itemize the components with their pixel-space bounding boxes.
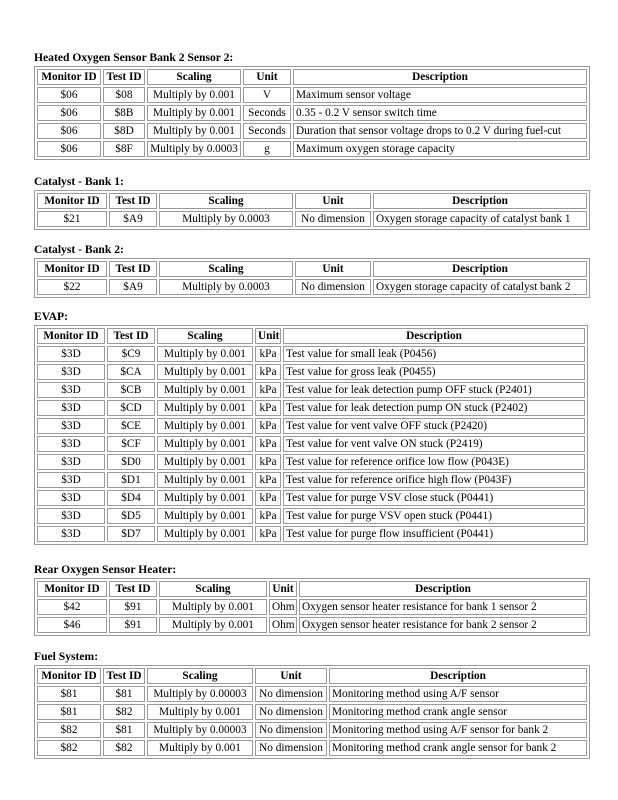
monitor-id-cell: $06: [37, 105, 101, 121]
unit-cell: kPa: [255, 418, 281, 434]
scaling-cell: Multiply by 0.001: [157, 490, 253, 506]
table-row: [37, 472, 585, 488]
monitor-id-cell: $82: [37, 722, 101, 738]
column-header: Unit: [295, 261, 371, 277]
test-id-cell: $CE: [107, 418, 155, 434]
description-cell: Monitoring method using A/F sensor for bank 2: [329, 722, 587, 738]
monitor-id-cell: $3D: [37, 508, 105, 524]
column-header: Monitor ID: [37, 261, 107, 277]
monitor-id-cell: $3D: [37, 436, 105, 452]
table-row: [37, 400, 585, 416]
unit-cell: kPa: [255, 382, 281, 398]
column-header: Test ID: [109, 581, 157, 597]
data-table: [34, 66, 590, 160]
table-row: [37, 123, 587, 139]
description-cell: Test value for purge VSV close stuck (P0441): [283, 490, 585, 506]
scaling-cell: Multiply by 0.001: [157, 472, 253, 488]
monitor-id-cell: $3D: [37, 418, 105, 434]
unit-cell: kPa: [255, 346, 281, 362]
scaling-cell: Multiply by 0.001: [147, 740, 253, 756]
test-id-cell: $8D: [103, 123, 145, 139]
description-cell: Monitoring method using A/F sensor: [329, 686, 587, 702]
unit-cell: kPa: [255, 436, 281, 452]
description-cell: Test value for purge VSV open stuck (P0441): [283, 508, 585, 524]
scaling-cell: Multiply by 0.001: [159, 599, 267, 615]
data-table: [34, 578, 590, 636]
column-header: Scaling: [159, 581, 267, 597]
data-table: [34, 665, 590, 759]
description-cell: Test value for small leak (P0456): [283, 346, 585, 362]
table-row: [37, 105, 587, 121]
monitor-id-cell: $3D: [37, 346, 105, 362]
scaling-cell: Multiply by 0.001: [157, 526, 253, 542]
description-cell: Monitoring method crank angle sensor for bank 2: [329, 740, 587, 756]
column-header: Monitor ID: [37, 581, 107, 597]
test-id-cell: $D4: [107, 490, 155, 506]
table-row: [37, 141, 587, 157]
scaling-cell: Multiply by 0.00003: [147, 722, 253, 738]
test-id-cell: $D7: [107, 526, 155, 542]
unit-cell: No dimension: [255, 686, 327, 702]
description-cell: Test value for reference orifice low flow (P043E): [283, 454, 585, 470]
description-cell: Oxygen storage capacity of catalyst bank 1: [373, 211, 587, 227]
table-row: [37, 382, 585, 398]
scaling-cell: Multiply by 0.001: [157, 436, 253, 452]
test-id-cell: $82: [103, 704, 145, 720]
table-section: [34, 175, 590, 230]
scaling-cell: Multiply by 0.001: [147, 87, 241, 103]
scaling-cell: Multiply by 0.001: [157, 346, 253, 362]
column-header: Description: [283, 328, 585, 344]
monitor-id-cell: $3D: [37, 400, 105, 416]
column-header: Description: [329, 668, 587, 684]
table-row: [37, 436, 585, 452]
description-cell: Maximum oxygen storage capacity: [293, 141, 587, 157]
column-header: Monitor ID: [37, 69, 101, 85]
monitor-id-cell: $82: [37, 740, 101, 756]
monitor-id-cell: $3D: [37, 382, 105, 398]
unit-cell: V: [243, 87, 291, 103]
scaling-cell: Multiply by 0.001: [157, 364, 253, 380]
scaling-cell: Multiply by 0.001: [147, 704, 253, 720]
unit-cell: kPa: [255, 454, 281, 470]
table-row: [37, 617, 587, 633]
monitor-id-cell: $21: [37, 211, 107, 227]
unit-cell: kPa: [255, 472, 281, 488]
column-header: Monitor ID: [37, 328, 105, 344]
description-cell: Monitoring method crank angle sensor: [329, 704, 587, 720]
scaling-cell: Multiply by 0.001: [147, 123, 241, 139]
test-id-cell: $8F: [103, 141, 145, 157]
scaling-cell: Multiply by 0.001: [157, 400, 253, 416]
table-section: [34, 51, 590, 160]
column-header: Unit: [255, 328, 281, 344]
scaling-cell: Multiply by 0.001: [157, 418, 253, 434]
description-cell: Oxygen sensor heater resistance for bank 2 sensor 2: [299, 617, 587, 633]
section-title: Catalyst - Bank 1:: [34, 175, 124, 188]
monitor-id-cell: $81: [37, 686, 101, 702]
column-header: Unit: [269, 581, 297, 597]
unit-cell: No dimension: [295, 279, 371, 295]
data-table: [34, 258, 590, 298]
unit-cell: No dimension: [255, 740, 327, 756]
test-id-cell: $81: [103, 686, 145, 702]
scaling-cell: Multiply by 0.00003: [147, 686, 253, 702]
unit-cell: kPa: [255, 364, 281, 380]
test-id-cell: $A9: [109, 279, 157, 295]
test-id-cell: $D5: [107, 508, 155, 524]
unit-cell: Ohm: [269, 617, 297, 633]
description-cell: Test value for purge flow insufficient (P0441): [283, 526, 585, 542]
table-row: [37, 454, 585, 470]
column-header: Unit: [295, 193, 371, 209]
unit-cell: No dimension: [255, 722, 327, 738]
column-header: Test ID: [103, 69, 145, 85]
description-cell: Test value for reference orifice high flow (P043F): [283, 472, 585, 488]
section-title: Heated Oxygen Sensor Bank 2 Sensor 2:: [34, 51, 234, 64]
monitor-id-cell: $3D: [37, 472, 105, 488]
column-header: Description: [293, 69, 587, 85]
header-row: [37, 328, 585, 344]
unit-cell: No dimension: [295, 211, 371, 227]
column-header: Scaling: [147, 668, 253, 684]
table-row: [37, 686, 587, 702]
description-cell: Oxygen sensor heater resistance for bank 1 sensor 2: [299, 599, 587, 615]
test-id-cell: $CA: [107, 364, 155, 380]
table-row: [37, 211, 587, 227]
section-title: Catalyst - Bank 2:: [34, 243, 124, 256]
monitor-id-cell: $3D: [37, 526, 105, 542]
column-header: Test ID: [109, 193, 157, 209]
unit-cell: Ohm: [269, 599, 297, 615]
test-id-cell: $D1: [107, 472, 155, 488]
test-id-cell: $08: [103, 87, 145, 103]
description-cell: Test value for leak detection pump OFF stuck (P2401): [283, 382, 585, 398]
monitor-id-cell: $06: [37, 123, 101, 139]
unit-cell: kPa: [255, 400, 281, 416]
monitor-id-cell: $06: [37, 87, 101, 103]
description-cell: Oxygen storage capacity of catalyst bank 2: [373, 279, 587, 295]
table-section: [34, 563, 590, 636]
section-title: Rear Oxygen Sensor Heater:: [34, 563, 177, 576]
table-row: [37, 87, 587, 103]
table-section: [34, 310, 588, 545]
table-row: [37, 599, 587, 615]
test-id-cell: $91: [109, 617, 157, 633]
column-header: Scaling: [159, 261, 293, 277]
column-header: Scaling: [157, 328, 253, 344]
table-row: [37, 722, 587, 738]
description-cell: Test value for vent valve ON stuck (P2419): [283, 436, 585, 452]
description-cell: Maximum sensor voltage: [293, 87, 587, 103]
description-cell: Test value for leak detection pump ON stuck (P2402): [283, 400, 585, 416]
test-id-cell: $81: [103, 722, 145, 738]
column-header: Test ID: [109, 261, 157, 277]
section-title: Fuel System:: [34, 650, 99, 663]
table-row: [37, 704, 587, 720]
column-header: Test ID: [107, 328, 155, 344]
unit-cell: Seconds: [243, 105, 291, 121]
test-id-cell: $8B: [103, 105, 145, 121]
header-row: [37, 668, 587, 684]
data-table: [34, 190, 590, 230]
unit-cell: g: [243, 141, 291, 157]
header-row: [37, 193, 587, 209]
test-id-cell: $91: [109, 599, 157, 615]
test-id-cell: $A9: [109, 211, 157, 227]
header-row: [37, 581, 587, 597]
table-row: [37, 364, 585, 380]
scaling-cell: Multiply by 0.001: [157, 454, 253, 470]
description-cell: Test value for vent valve OFF stuck (P2420): [283, 418, 585, 434]
monitor-id-cell: $3D: [37, 364, 105, 380]
scaling-cell: Multiply by 0.0003: [159, 211, 293, 227]
monitor-id-cell: $42: [37, 599, 107, 615]
test-id-cell: $CB: [107, 382, 155, 398]
scaling-cell: Multiply by 0.001: [157, 508, 253, 524]
description-cell: Duration that sensor voltage drops to 0.2 V during fuel-cut: [293, 123, 587, 139]
test-id-cell: $CF: [107, 436, 155, 452]
column-header: Test ID: [103, 668, 145, 684]
table-row: [37, 279, 587, 295]
scaling-cell: Multiply by 0.001: [147, 105, 241, 121]
table-row: [37, 740, 587, 756]
data-table: [34, 325, 588, 545]
table-row: [37, 526, 585, 542]
description-cell: Test value for gross leak (P0455): [283, 364, 585, 380]
column-header: Description: [373, 261, 587, 277]
header-row: [37, 261, 587, 277]
unit-cell: kPa: [255, 490, 281, 506]
monitor-id-cell: $22: [37, 279, 107, 295]
test-id-cell: $82: [103, 740, 145, 756]
scaling-cell: Multiply by 0.001: [157, 382, 253, 398]
column-header: Monitor ID: [37, 193, 107, 209]
column-header: Scaling: [159, 193, 293, 209]
table-row: [37, 418, 585, 434]
monitor-id-cell: $46: [37, 617, 107, 633]
unit-cell: Seconds: [243, 123, 291, 139]
column-header: Description: [373, 193, 587, 209]
column-header: Monitor ID: [37, 668, 101, 684]
monitor-id-cell: $3D: [37, 490, 105, 506]
test-id-cell: $C9: [107, 346, 155, 362]
test-id-cell: $D0: [107, 454, 155, 470]
section-title: EVAP:: [34, 310, 68, 323]
unit-cell: kPa: [255, 526, 281, 542]
header-row: [37, 69, 587, 85]
unit-cell: kPa: [255, 508, 281, 524]
table-row: [37, 508, 585, 524]
column-header: Scaling: [147, 69, 241, 85]
table-row: [37, 490, 585, 506]
test-id-cell: $CD: [107, 400, 155, 416]
column-header: Unit: [255, 668, 327, 684]
monitor-id-cell: $81: [37, 704, 101, 720]
column-header: Unit: [243, 69, 291, 85]
description-cell: 0.35 - 0.2 V sensor switch time: [293, 105, 587, 121]
table-section: [34, 243, 590, 298]
monitor-id-cell: $3D: [37, 454, 105, 470]
scaling-cell: Multiply by 0.0003: [147, 141, 241, 157]
unit-cell: No dimension: [255, 704, 327, 720]
table-row: [37, 346, 585, 362]
monitor-id-cell: $06: [37, 141, 101, 157]
table-section: [34, 650, 590, 759]
scaling-cell: Multiply by 0.0003: [159, 279, 293, 295]
scaling-cell: Multiply by 0.001: [159, 617, 267, 633]
column-header: Description: [299, 581, 587, 597]
